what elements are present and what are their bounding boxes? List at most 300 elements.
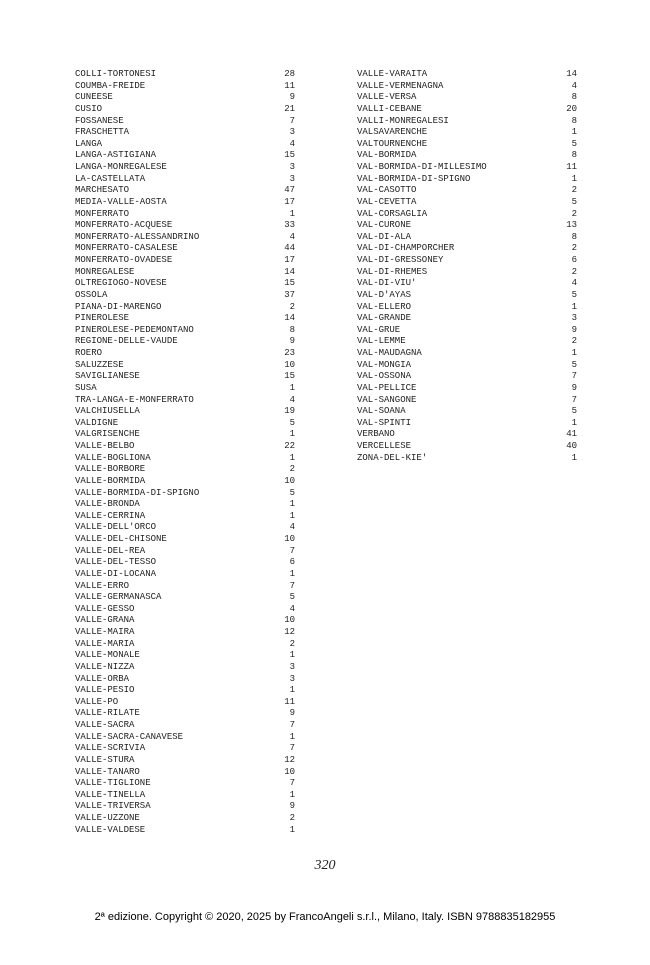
entry-count: 1 — [289, 685, 295, 696]
entry-name: CUNEESE — [75, 92, 113, 103]
entry-name: SALUZZESE — [75, 359, 124, 370]
entry-count: 8 — [571, 150, 577, 161]
entry-count: 1 — [289, 789, 295, 800]
entry-name: VALLE-MARIA — [75, 638, 135, 649]
list-item — [75, 581, 295, 593]
entry-count: 14 — [284, 313, 295, 324]
entry-name: VAL-GRANDE — [357, 313, 412, 324]
entry-count: 15 — [284, 371, 295, 382]
entry-name: VAL-DI-ALA — [357, 231, 412, 242]
list-item — [357, 429, 577, 441]
entry-count: 7 — [289, 580, 295, 591]
copyright-footer: 2ª edizione. Copyright © 2020, 2025 by FrancoAngeli s.r.l., Milano, Italy. ISBN 9788835182955 — [94, 911, 556, 923]
list-item — [357, 139, 577, 151]
entry-count: 5 — [571, 196, 577, 207]
entry-count: 9 — [289, 336, 295, 347]
entry-count: 47 — [284, 185, 295, 196]
entry-count: 7 — [289, 545, 295, 556]
entry-count: 1 — [289, 510, 295, 521]
entry-count: 7 — [289, 720, 295, 730]
list-item — [75, 674, 295, 686]
list-item — [357, 453, 577, 465]
entry-count: 4 — [289, 394, 295, 405]
entry-name: PIANA-DI-MARENGO — [75, 301, 162, 312]
list-item — [357, 360, 577, 372]
entry-count: 11 — [284, 696, 295, 707]
entry-count: 1 — [289, 382, 295, 393]
entry-name: PINEROLESE-PEDEMONTANO — [75, 324, 194, 335]
entry-name: VALLI-MONREGALESI — [357, 115, 449, 126]
entry-name: VALLE-DI-LOCANA — [75, 568, 157, 579]
list-item — [357, 418, 577, 430]
list-item — [75, 383, 295, 395]
entry-name: VAL-BORMIDA-DI-MILLESIMO — [357, 162, 487, 172]
entry-name: MONFERRATO — [75, 208, 130, 219]
list-item — [75, 255, 295, 267]
entry-name: VALLE-UZZONE — [75, 813, 140, 823]
entry-count: 1 — [289, 208, 295, 219]
list-item — [357, 290, 577, 302]
entry-name: PINEROLESE — [75, 313, 130, 324]
list-item — [75, 511, 295, 523]
entry-count: 4 — [289, 231, 295, 242]
entry-count: 8 — [571, 231, 577, 242]
entry-name: VERCELLESE — [357, 441, 412, 451]
list-item — [75, 278, 295, 290]
entry-name: VAL-SPINTI — [357, 417, 412, 428]
entry-name: VALLE-GERMANASCA — [75, 592, 162, 603]
entry-count: 1 — [289, 568, 295, 579]
entry-count: 20 — [566, 103, 577, 114]
list-item — [75, 499, 295, 511]
entry-name: VALDIGNE — [75, 417, 119, 428]
entry-count: 7 — [289, 743, 295, 754]
entry-name: MARCHESATO — [75, 185, 130, 196]
list-item — [75, 557, 295, 569]
entry-name: VAL-BORMIDA — [357, 150, 417, 161]
list-item — [357, 441, 577, 453]
list-item — [75, 429, 295, 441]
entry-name: MEDIA-VALLE-AOSTA — [75, 196, 167, 207]
list-item — [357, 371, 577, 383]
entry-count: 14 — [284, 266, 295, 277]
entry-name: VALLE-MONALE — [75, 650, 140, 661]
entry-name: LANGA-ASTIGIANA — [75, 150, 157, 161]
entry-name: VALLE-PO — [75, 696, 119, 707]
list-item — [357, 395, 577, 407]
entry-count: 4 — [571, 80, 577, 91]
list-item — [75, 522, 295, 534]
entry-name: VAL-CASOTTO — [357, 185, 417, 196]
entry-count: 1 — [571, 173, 577, 184]
list-item — [75, 778, 295, 790]
entry-name: VAL-MONGIA — [357, 359, 412, 370]
entry-name: VAL-SANGONE — [357, 394, 417, 405]
list-item — [75, 650, 295, 662]
entry-count: 2 — [571, 243, 577, 254]
list-item — [75, 139, 295, 151]
entry-count: 2 — [571, 266, 577, 277]
entry-count: 7 — [571, 394, 577, 405]
entry-count: 1 — [571, 452, 577, 463]
entry-count: 2 — [289, 813, 295, 823]
list-item — [75, 127, 295, 139]
entry-count: 9 — [571, 324, 577, 335]
entry-name: VALLE-DEL-TESSO — [75, 557, 157, 568]
list-item — [75, 464, 295, 476]
entry-count: 9 — [289, 92, 295, 103]
list-item — [357, 267, 577, 279]
list-item — [357, 104, 577, 116]
entry-name: MONFERRATO-ACQUESE — [75, 220, 173, 231]
list-item — [75, 627, 295, 639]
list-item — [75, 290, 295, 302]
entry-count: 7 — [289, 778, 295, 789]
entry-count: 7 — [289, 115, 295, 126]
entry-count: 5 — [571, 406, 577, 417]
entry-name: ZONA-DEL-KIE' — [357, 452, 428, 463]
list-item — [75, 406, 295, 418]
entry-name: VALTOURNENCHE — [357, 138, 428, 149]
entry-count: 1 — [289, 429, 295, 440]
list-item — [357, 336, 577, 348]
list-item — [357, 325, 577, 337]
entry-name: VALLE-RILATE — [75, 708, 140, 719]
entry-name: VAL-CORSAGLIA — [357, 208, 428, 219]
list-item — [75, 150, 295, 162]
entry-name: VALGRISENCHE — [75, 429, 140, 440]
list-item — [357, 383, 577, 395]
entry-name: LANGA — [75, 138, 103, 149]
entry-count: 3 — [289, 173, 295, 184]
entry-name: VALLE-BRONDA — [75, 499, 140, 510]
entry-name: COUMBA-FREIDE — [75, 80, 146, 91]
entry-name: VAL-MAUDAGNA — [357, 348, 422, 358]
entry-count: 1 — [289, 650, 295, 661]
entry-name: FRASCHETTA — [75, 127, 130, 138]
entry-count: 40 — [566, 441, 577, 451]
right-column — [357, 69, 577, 464]
list-item — [357, 197, 577, 209]
entry-count: 3 — [289, 673, 295, 684]
entry-name: VALLE-DEL-REA — [75, 545, 146, 556]
entry-name: VALLE-SACRA-CANAVESE — [75, 731, 184, 742]
list-item — [75, 243, 295, 255]
list-item — [357, 127, 577, 139]
entry-count: 5 — [289, 417, 295, 428]
list-item — [357, 232, 577, 244]
list-item — [75, 116, 295, 128]
entry-name: VALLE-TINELLA — [75, 789, 146, 800]
list-item — [75, 81, 295, 93]
entry-count: 10 — [284, 534, 295, 544]
entry-count: 9 — [289, 708, 295, 719]
list-item — [75, 592, 295, 604]
list-item — [75, 232, 295, 244]
entry-name: VALLE-GRANA — [75, 615, 135, 626]
entry-name: VAL-OSSONA — [357, 371, 412, 382]
list-item — [75, 720, 295, 732]
entry-name: VALLE-PESIO — [75, 685, 135, 696]
entry-count: 1 — [289, 452, 295, 463]
list-item — [357, 348, 577, 360]
list-item — [75, 104, 295, 116]
entry-count: 4 — [289, 522, 295, 533]
entry-count: 1 — [571, 348, 577, 358]
entry-count: 11 — [566, 162, 577, 172]
entry-count: 4 — [571, 278, 577, 289]
entry-count: 11 — [284, 80, 295, 91]
entry-name: VALLE-GESSO — [75, 603, 135, 614]
entry-name: VALLE-STURA — [75, 754, 135, 765]
entry-name: VALLE-TANARO — [75, 766, 140, 777]
entry-name: SUSA — [75, 382, 97, 393]
list-item — [75, 313, 295, 325]
entry-count: 3 — [289, 127, 295, 138]
list-item — [75, 325, 295, 337]
entry-count: 44 — [284, 243, 295, 254]
entry-count: 28 — [284, 69, 295, 79]
entry-name: TRA-LANGA-E-MONFERRATO — [75, 394, 194, 405]
entry-name: VALLE-VARAITA — [357, 69, 428, 79]
entry-count: 33 — [284, 220, 295, 231]
entry-name: OSSOLA — [75, 289, 108, 300]
list-item — [75, 569, 295, 581]
list-item — [75, 197, 295, 209]
entry-name: SAVIGLIANESE — [75, 371, 140, 382]
entry-count: 5 — [571, 289, 577, 300]
entry-name: MONREGALESE — [75, 266, 135, 277]
entry-count: 2 — [289, 464, 295, 475]
entry-name: VAL-CURONE — [357, 220, 412, 231]
entry-name: VALLE-BORBORE — [75, 464, 146, 475]
list-item — [75, 801, 295, 813]
list-item — [75, 174, 295, 186]
entry-name: VAL-CEVETTA — [357, 196, 417, 207]
list-item — [75, 441, 295, 453]
entry-count: 10 — [284, 766, 295, 777]
entry-name: VALLE-BOGLIONA — [75, 452, 151, 463]
entry-name: MONFERRATO-CASALESE — [75, 243, 178, 254]
list-item — [75, 697, 295, 709]
list-item — [75, 453, 295, 465]
page-number: 320 — [314, 858, 336, 873]
list-item — [357, 150, 577, 162]
entry-count: 1 — [571, 301, 577, 312]
entry-count: 6 — [571, 255, 577, 265]
list-item — [75, 755, 295, 767]
entry-name: VALLE-ERRO — [75, 580, 130, 591]
entry-name: VALLE-VERMENAGNA — [357, 80, 444, 91]
list-item — [357, 302, 577, 314]
list-item — [75, 267, 295, 279]
entry-name: VALLE-CERRINA — [75, 510, 146, 521]
entry-count: 5 — [571, 359, 577, 370]
list-item — [75, 476, 295, 488]
list-item — [357, 255, 577, 267]
entry-name: LA-CASTELLATA — [75, 173, 146, 184]
list-item — [357, 209, 577, 221]
list-item — [75, 639, 295, 651]
entry-count: 6 — [289, 557, 295, 568]
entry-name: VALLE-SACRA — [75, 720, 135, 730]
list-item — [75, 209, 295, 221]
list-item — [75, 825, 295, 837]
entry-count: 3 — [289, 661, 295, 672]
list-item — [75, 767, 295, 779]
entry-count: 19 — [284, 406, 295, 417]
left-column — [75, 69, 295, 836]
entry-name: VALLE-TRIVERSA — [75, 801, 151, 812]
entry-name: VALLE-BORMIDA — [75, 475, 146, 486]
list-item — [75, 336, 295, 348]
list-item — [357, 220, 577, 232]
list-item — [357, 162, 577, 174]
entry-count: 10 — [284, 359, 295, 370]
list-item — [75, 185, 295, 197]
entry-count: 5 — [289, 592, 295, 603]
list-item — [75, 662, 295, 674]
entry-count: 15 — [284, 278, 295, 289]
entry-count: 3 — [571, 313, 577, 324]
entry-count: 7 — [571, 371, 577, 382]
entry-count: 10 — [284, 475, 295, 486]
list-item — [75, 708, 295, 720]
entry-count: 41 — [566, 429, 577, 440]
list-item — [75, 92, 295, 104]
entry-name: CUSIO — [75, 103, 103, 114]
entry-count: 10 — [284, 615, 295, 626]
list-item — [75, 360, 295, 372]
entry-name: VALLE-ORBA — [75, 673, 130, 684]
list-item — [75, 69, 295, 81]
entry-name: VALLE-VERSA — [357, 92, 417, 103]
entry-name: VALLE-NIZZA — [75, 661, 135, 672]
list-item — [75, 604, 295, 616]
list-item — [75, 790, 295, 802]
list-item — [75, 220, 295, 232]
entry-name: LANGA-MONREGALESE — [75, 162, 167, 172]
entry-name: VALLE-DEL-CHISONE — [75, 534, 167, 544]
list-item — [75, 302, 295, 314]
list-item — [75, 418, 295, 430]
entry-name: VAL-SOANA — [357, 406, 406, 417]
entry-name: MONFERRATO-OVADESE — [75, 255, 173, 265]
list-item — [357, 406, 577, 418]
entry-count: 8 — [571, 115, 577, 126]
entry-name: COLLI-TORTONESI — [75, 69, 157, 79]
entry-count: 2 — [571, 336, 577, 347]
entry-count: 37 — [284, 289, 295, 300]
list-item — [357, 81, 577, 93]
entry-count: 23 — [284, 348, 295, 358]
entry-count: 17 — [284, 255, 295, 265]
entry-name: VALLE-BORMIDA-DI-SPIGNO — [75, 487, 200, 498]
entry-name: VALLE-MAIRA — [75, 627, 135, 637]
entry-name: VALLE-SCRIVIA — [75, 743, 146, 754]
entry-name: VERBANO — [357, 429, 395, 440]
list-item — [357, 174, 577, 186]
list-item — [75, 546, 295, 558]
entry-name: VAL-DI-GRESSONEY — [357, 255, 444, 265]
list-item — [75, 371, 295, 383]
list-item — [75, 743, 295, 755]
entry-name: VALLE-BELBO — [75, 441, 135, 451]
entry-count: 5 — [571, 138, 577, 149]
list-item — [75, 488, 295, 500]
entry-count: 2 — [289, 301, 295, 312]
entry-count: 4 — [289, 603, 295, 614]
entry-name: VALSAVARENCHE — [357, 127, 428, 138]
entry-count: 2 — [289, 638, 295, 649]
entry-count: 9 — [571, 382, 577, 393]
entry-name: OLTREGIOGO-NOVESE — [75, 278, 167, 289]
entry-name: VAL-ELLERO — [357, 301, 412, 312]
entry-count: 15 — [284, 150, 295, 161]
list-item — [75, 685, 295, 697]
entry-name: VALLE-VALDESE — [75, 824, 146, 835]
entry-name: VAL-DI-RHEMES — [357, 266, 428, 277]
entry-count: 22 — [284, 441, 295, 451]
entry-count: 4 — [289, 138, 295, 149]
entry-count: 12 — [284, 754, 295, 765]
entry-name: VALCHIUSELLA — [75, 406, 140, 417]
entry-name: VALLE-TIGLIONE — [75, 778, 151, 789]
entry-name: MONFERRATO-ALESSANDRINO — [75, 231, 200, 242]
entry-count: 12 — [284, 627, 295, 637]
list-item — [75, 162, 295, 174]
entry-name: VAL-D'AYAS — [357, 289, 412, 300]
entry-count: 1 — [289, 499, 295, 510]
list-item — [75, 534, 295, 546]
entry-name: VAL-DI-CHAMPORCHER — [357, 243, 455, 254]
entry-name: FOSSANESE — [75, 115, 124, 126]
list-item — [357, 69, 577, 81]
list-item — [75, 615, 295, 627]
entry-count: 8 — [571, 92, 577, 103]
entry-count: 17 — [284, 196, 295, 207]
entry-name: ROERO — [75, 348, 103, 358]
entry-count: 1 — [289, 824, 295, 835]
entry-name: VALLE-DELL'ORCO — [75, 522, 157, 533]
entry-name: REGIONE-DELLE-VAUDE — [75, 336, 178, 347]
list-item — [357, 185, 577, 197]
entry-name: VAL-LEMME — [357, 336, 406, 347]
entry-count: 2 — [571, 208, 577, 219]
list-item — [75, 395, 295, 407]
entry-name: VALLI-CEBANE — [357, 103, 422, 114]
list-item — [75, 348, 295, 360]
list-item — [75, 732, 295, 744]
entry-name: VAL-BORMIDA-DI-SPIGNO — [357, 173, 471, 184]
entry-count: 9 — [289, 801, 295, 812]
entry-count: 1 — [571, 127, 577, 138]
list-item — [357, 92, 577, 104]
entry-name: VAL-PELLICE — [357, 382, 417, 393]
entry-count: 8 — [289, 324, 295, 335]
entry-count: 1 — [571, 417, 577, 428]
list-item — [357, 116, 577, 128]
entry-count: 2 — [571, 185, 577, 196]
list-item — [357, 313, 577, 325]
list-item — [357, 243, 577, 255]
list-item — [357, 278, 577, 290]
entry-count: 3 — [289, 162, 295, 172]
entry-count: 13 — [566, 220, 577, 231]
entry-count: 1 — [289, 731, 295, 742]
list-item — [75, 813, 295, 825]
entry-name: VAL-GRUE — [357, 324, 401, 335]
